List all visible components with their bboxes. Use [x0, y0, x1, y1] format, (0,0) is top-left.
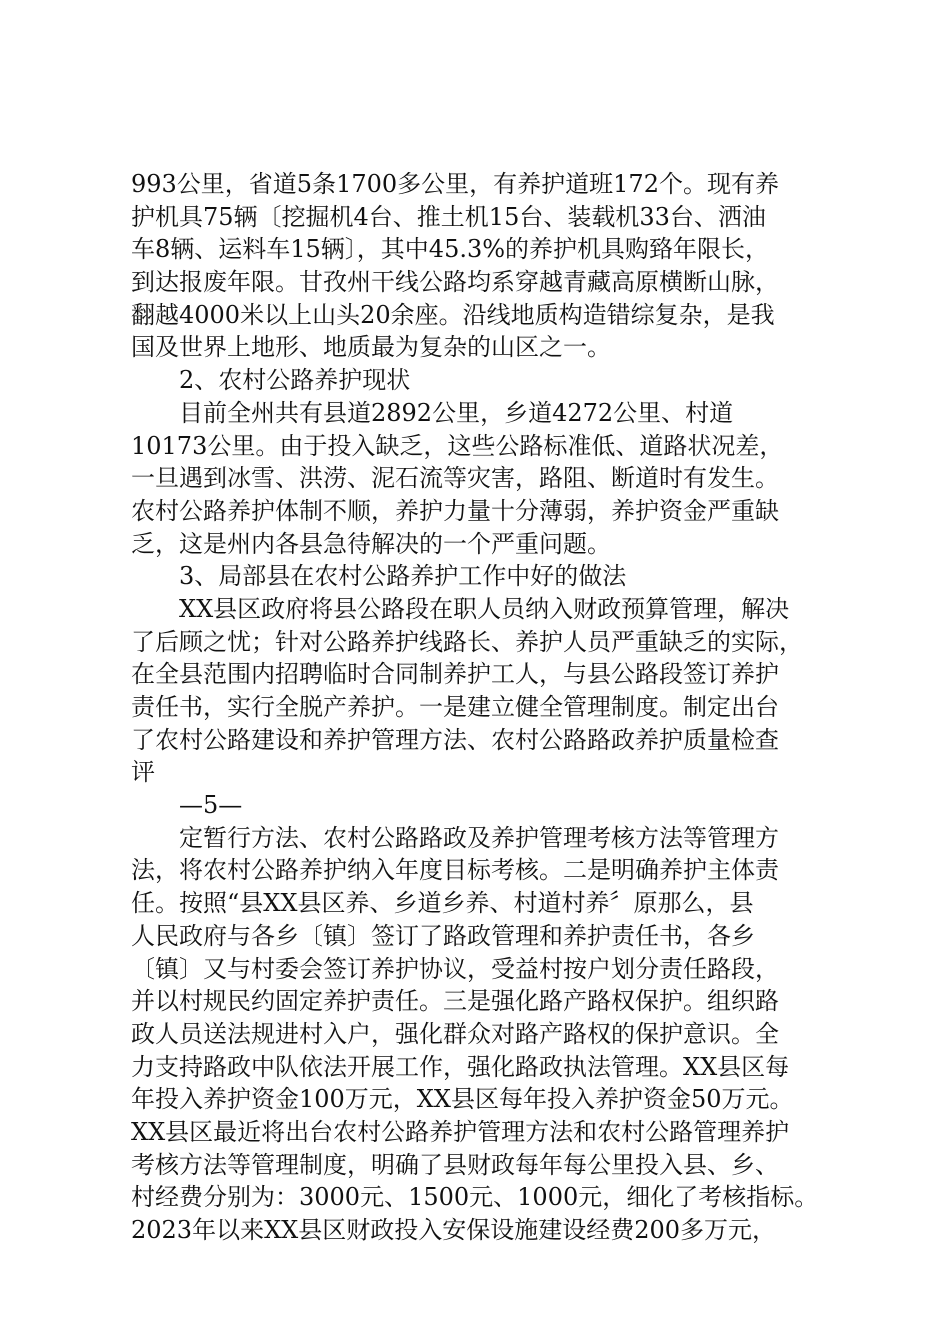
text-line: 农村公路养护体制不顺，养护力量十分薄弱，养护资金严重缺 — [131, 496, 779, 525]
text-line: 责任书，实行全脱产养护。一是建立健全管理制度。制定出台 — [131, 693, 779, 721]
text-line: 护机具75辆〔挖掘机4台、推土机15台、装载机33台、洒油 — [131, 202, 766, 231]
text-line: 人民政府与各乡〔镇〕签订了路政管理和养护责任书，各乡 — [131, 921, 755, 950]
text-line: 年投入养护资金100万元，XX县区每年投入养护资金50万元。 — [131, 1085, 794, 1114]
text-line: 2023年以来XX县区财政投入安保设施建设经费200多万元， — [131, 1216, 777, 1244]
text-line: 车8辆、运料车15辆〕，其中45.3%的养护机具购臵年限长， — [131, 235, 770, 264]
text-line: 评 — [131, 758, 155, 787]
text-line: 目前全州共有县道2892公里，乡道4272公里、村道 — [179, 398, 734, 427]
text-line: 在全县范围内招聘临时合同制养护工人，与县公路段签订养护 — [131, 660, 779, 689]
text-line: 政人员送法规进村入户，强化群众对路产路权的保护意识。全 — [131, 1019, 779, 1048]
text-line: 考核方法等管理制度，明确了县财政每年每公里投入县、乡、 — [131, 1150, 779, 1179]
text-line: 2、农村公路养护现状 — [179, 366, 411, 395]
text-line: XX县区最近将出台农村公路养护管理方法和农村公路管理养护 — [131, 1117, 790, 1146]
text-line: 993公里，省道5条1700多公里，有养护道班172个。现有养 — [131, 170, 779, 198]
text-line: 一旦遇到冰雪、洪涝、泥石流等灾害，路阻、断道时有发生。 — [131, 464, 779, 493]
text-line: 国及世界上地形、地质最为复杂的山区之一。 — [131, 333, 611, 362]
text-line: 乏，这是州内各县急待解决的一个严重问题。 — [131, 529, 611, 558]
text-line: 翻越4000米以上山头20余座。沿线地质构造错综复杂，是我 — [131, 300, 775, 329]
body-text — [131, 168, 831, 1247]
text-line: XX县区政府将县公路段在职人员纳入财政预算管理，解决 — [179, 594, 790, 623]
text-line: 了后顾之忧；针对公路养护线路长、养护人员严重缺乏的实际， — [131, 627, 803, 656]
text-line: 定暂行方法、农村公路路政及养护管理考核方法等管理方 — [179, 823, 779, 852]
text-line: 力支持路政中队依法开展工作，强化路政执法管理。XX县区每 — [131, 1052, 790, 1081]
text-line: 10173公里。由于投入缺乏，这些公路标准低、道路状况差， — [131, 431, 784, 460]
text-line: —5— — [179, 791, 243, 820]
text-line: 了农村公路建设和养护管理方法、农村公路路政养护质量检查 — [131, 725, 779, 754]
text-line: 3、局部县在农村公路养护工作中好的做法 — [179, 562, 627, 591]
text-line: 法，将农村公路养护纳入年度目标考核。二是明确养护主体责 — [131, 856, 779, 885]
text-line: 〔镇〕又与村委会签订养护协议，受益村按户划分责任路段， — [131, 954, 779, 983]
text-line: 到达报废年限。甘孜州干线公路均系穿越青藏高原横断山脉， — [131, 268, 779, 297]
text-line: 并以村规民约固定养护责任。三是强化路产路权保护。组织路 — [131, 987, 779, 1016]
text-line: 任。按照“县XX县区养、乡道乡养、村道村养〞原那么，县 — [131, 889, 754, 918]
text-line: 村经费分别为：3000元、1500元、1000元，细化了考核指标。 — [131, 1183, 819, 1212]
